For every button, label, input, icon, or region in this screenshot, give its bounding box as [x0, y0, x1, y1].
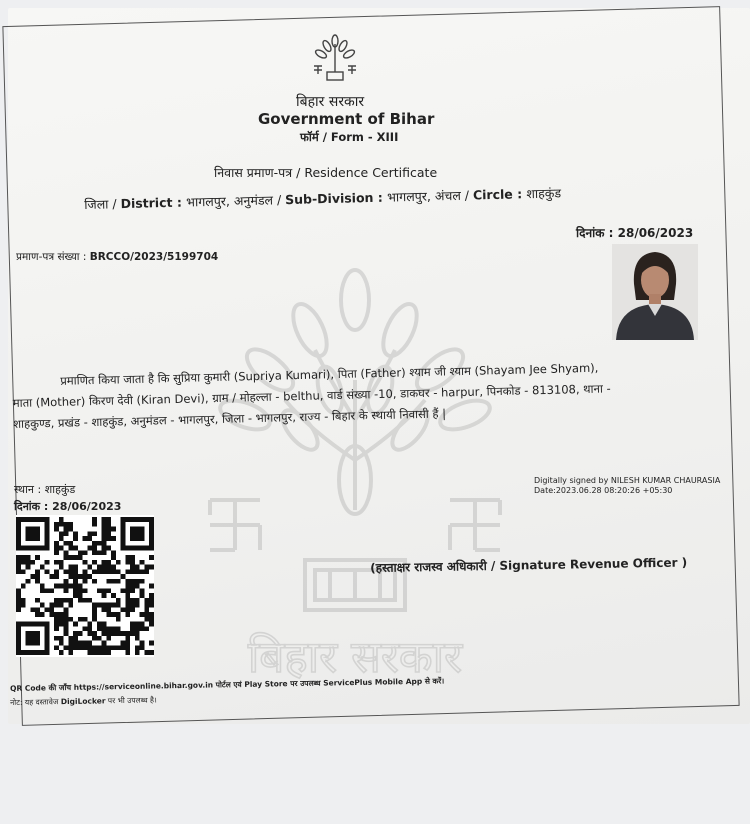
- body-line-1: प्रमाणित किया जाता है कि सुप्रिया कुमारी (Supriya Kumari), पिता (Father) श्याम जी श्याम (Shayam Jee Shyam),: [60, 360, 599, 388]
- watermark-text: बिहार सरकार: [247, 632, 463, 683]
- place-date-line: [14, 499, 121, 514]
- issue-date-label: दिनांक :: [576, 226, 618, 240]
- government-heading: Government of Bihar: [258, 110, 435, 128]
- bihar-emblem-logo: [308, 32, 362, 86]
- certificate-number: [16, 250, 218, 264]
- digilocker-note-suffix: पर भी उपलब्ध है।: [105, 695, 157, 706]
- state-name-hindi: बिहार सरकार: [296, 94, 365, 110]
- subdivision-value: भागलपुर, अंचल /: [386, 187, 474, 205]
- qr-verification-note: QR Code की जाँच https://serviceonline.bihar.gov.in पोर्टल एवं Play Store पर उपलब्ध ServicePlus Mobile App से करें।: [10, 676, 445, 693]
- certificate-number-value: BRCCO/2023/5199704: [89, 251, 219, 263]
- person-icon: [612, 244, 698, 340]
- place-value: शाहकुंड: [44, 483, 76, 496]
- circle-label: Circle :: [472, 186, 527, 203]
- certificate-number-label: प्रमाण-पत्र संख्या :: [16, 251, 90, 263]
- body-line-3: शाहकुण्ड, प्रखंड - शाहकुंड, अनुमंडल - भागलपुर, जिला - भागलपुर, राज्य - बिहार के स्थायी निवासी हैं |: [13, 406, 447, 431]
- place-date-value: 28/06/2023: [52, 500, 122, 513]
- issue-date-value: 28/06/2023: [617, 226, 694, 240]
- circle-value: शाहकुंड: [526, 185, 562, 202]
- signature-label: (हस्ताक्षर राजस्व अधिकारी / Signature Revenue Officer ): [370, 555, 688, 575]
- subdivision-label: Sub-Division :: [284, 189, 388, 208]
- bihar-emblem-watermark: [190, 260, 520, 690]
- applicant-photo: [612, 244, 698, 340]
- district-label: District :: [120, 194, 187, 212]
- district-label-hi: जिला /: [84, 196, 121, 212]
- place-line: [14, 482, 75, 497]
- form-number: फॉर्म / Form - XIII: [300, 130, 399, 144]
- body-line-2: माता (Mother) किरण देवी (Kiran Devi), ग्राम / मोहल्ला - belthu, वार्ड संख्या -10, डाकघर - harpur, पिनकोड - 813108, थाना -: [12, 381, 611, 410]
- digilocker-note-prefix: नोट: यह दस्तावेज: [10, 697, 61, 707]
- place-label: स्थान :: [14, 483, 45, 496]
- qr-code-icon[interactable]: [16, 515, 154, 657]
- digital-signature-name: Digitally signed by NILESH KUMAR CHAURASIA: [534, 476, 721, 485]
- digital-signature-date: Date:2023.06.28 08:20:26 +05:30: [534, 486, 673, 495]
- digilocker-name: DigiLocker: [60, 696, 106, 707]
- place-date-label: दिनांक :: [14, 500, 53, 513]
- district-value: भागलपुर, अनुमंडल /: [186, 192, 286, 210]
- issue-date: [576, 224, 693, 241]
- certificate-title: निवास प्रमाण-पत्र / Residence Certificate: [214, 165, 438, 180]
